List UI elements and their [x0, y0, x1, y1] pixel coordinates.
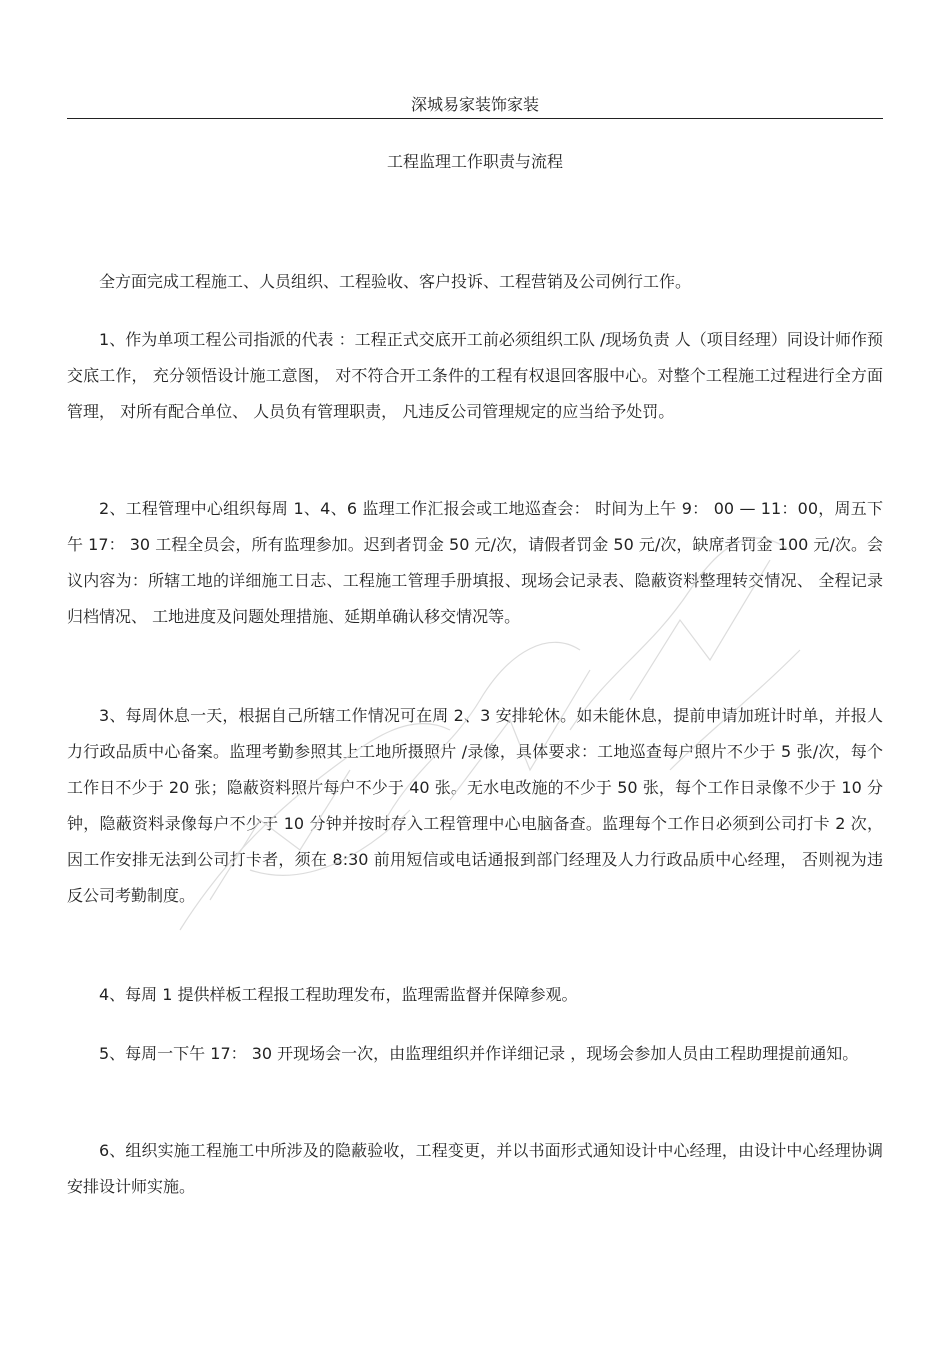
paragraph-item-6: 6、组织实施工程施工中所涉及的隐蔽验收，工程变更，并以书面形式通知设计中心经理，由设计中心经理协调安排设计师实施。: [67, 1141, 883, 1196]
paragraph-item-4: 4、每周 1 提供样板工程报工程助理发布，监理需监督并保障参观。: [99, 985, 578, 1004]
document-title: 工程监理工作职责与流程: [386, 152, 563, 171]
running-header: 深城易家装饰家装: [410, 95, 539, 114]
paragraph-item-2: 2、工程管理中心组织每周 1、4、6 监理工作汇报会或工地巡查会： 时间为上午 9： 00 — 11：00，周五下午 17： 30 工程全员会，所有监理参加。迟到者罚金 50 元/次，请假者罚金 50 元/次，缺席者罚金 100 元/次。会议内容为：所辖工地的详细施工日志、工程施工管理手册填报、现场会记录表、隐蔽资料整理转交情况、 全程记录归档情况、 工地进度及问题处理措施、延期单确认移交情况等。: [67, 499, 883, 626]
paragraph-item-3: 3、每周休息一天，根据自己所辖工作情况可在周 2、3 安排轮休。如未能休息，提前申请加班计时单，并报人力行政品质中心备案。监理考勤参照其上工地所摄照片 /录像，具体要求：工地巡查每户照片不少于 5 张/次，每个工作日不少于 20 张；隐蔽资料照片每户不少于 40 张。无水电改施的不少于 50 张，每个工作日录像不少于 10 分钟，隐蔽资料录像每户不少于 10 分钟并按时存入工程管理中心电脑备查。监理每个工作日必须到公司打卡 2 次，因工作安排无法到公司打卡者，须在 8:30 前用短信或电话通报到部门经理及人力行政品质中心经理， 否则视为违反公司考勤制度。: [67, 706, 883, 905]
intro-paragraph: 全方面完成工程施工、人员组织、工程验收、客户投诉、工程营销及公司例行工作。: [99, 272, 692, 291]
header-divider: [67, 118, 883, 119]
paragraph-item-1: 1、作为单项工程公司指派的代表 ：工程正式交底开工前必须组织工队 /现场负责 人（项目经理）同设计师作预交底工作， 充分领悟设计施工意图， 对不符合开工条件的工程有权退回客服中心。对整个工程施工过程进行全方面管理， 对所有配合单位、 人员负有管理职责， 凡违反公司管理规定的应当给予处罚。: [67, 330, 883, 421]
paragraph-item-5: 5、每周一下午 17： 30 开现场会一次，由监理组织并作详细记录 ，现场会参加人员由工程助理提前通知。: [99, 1044, 859, 1063]
